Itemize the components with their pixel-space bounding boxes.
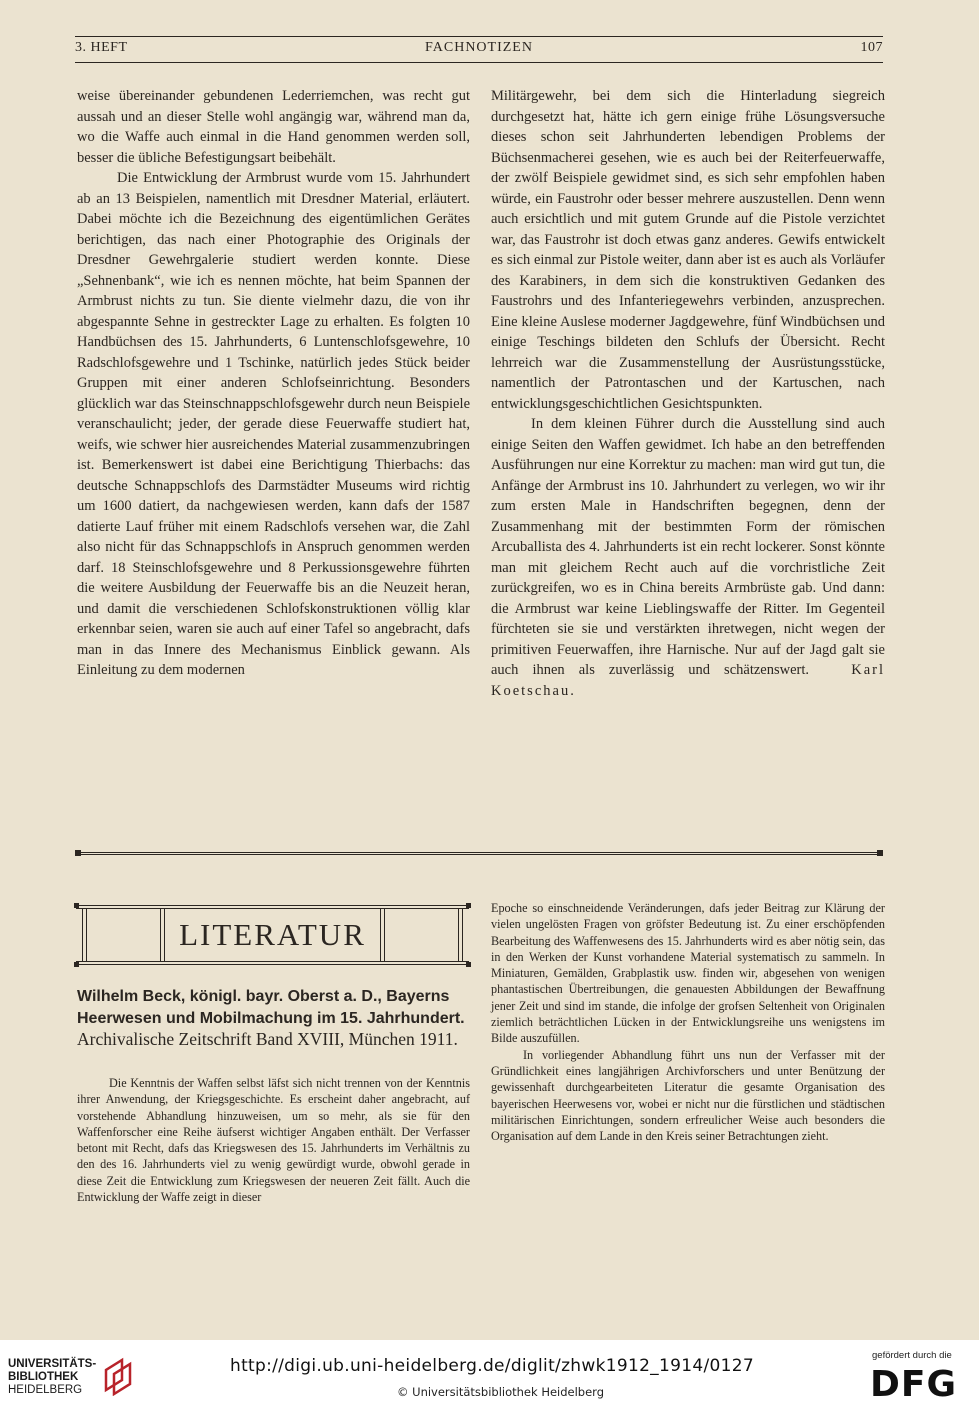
dfg-logo[interactable]: DFG [870, 1364, 958, 1405]
permalink-url[interactable]: http://digi.ub.uni-heidelberg.de/diglit/zhwk1912_1914/0127 [230, 1356, 754, 1376]
author-signature: Karl Koetschau. [491, 662, 885, 699]
section-title: FACHNOTIZEN [425, 40, 533, 55]
issue-label: 3. HEFT [75, 40, 128, 55]
digitization-footer [0, 1340, 979, 1411]
paragraph: Militärgewehr, bei dem sich die Hinterladung siegreich durchgesetzt hat, hätte ich gern einige frühe Lösungsversuche dieses schon seit Jahrhunderten lebendigen Problems der Büchsenmacherei gesehen, wie es auch bei der Reiterfeuerwaffe, der zwölf Beispiele gewidmet sind, es sich sehr empfohlen haben würde, ein Faustrohr oder besser mehrere auszustellen. Denn wenn auch ersichtlich und mit gutem Grunde auf die Pistole verzichtet war, das Faustrohr ist doch etwas ganz anderes. Gewifs entwickelt es sich einmal zur Pistole weiter, dann aber ist es auch als Vorläufer des Karabiners, in dem sich die konstruktiven Gedanken des Faustrohrs und des Infanteriegewehrs verbinden, anzusprechen. Eine kleine Auslese moderner Jagdgewehre, fünf Windbüchsen und einige Teschings bildeten den Schlufs der Übersicht. Recht lehrreich war die Zusammenstellung der Ausrüstungsstücke, namentlich der Patrontaschen und der Kartuschen, nach entwicklungsgeschichtlichen Gesichtspunkten. [491, 88, 885, 412]
divider-end-left [75, 850, 81, 856]
paragraph [491, 414, 885, 701]
paragraph: Die Kenntnis der Waffen selbst läfst sich nicht trennen von der Kenntnis ihrer Anwendung, der Kriegsgeschichte. Es erscheint daher angebracht, auf vorstehende Abhandlung hinzuweisen, um so mehr, als sie für den Waffenforscher eine Reihe äufserst wichtiger Angaben enthält. Der Verfasser betont mit Recht, dafs das Kriegswesen des 15. Jahrhunderts im Verhältnis zu den des 16. Jahrhunderts viel zu wenig gewürdigt wurde, obwohl gerade in diese Zeit die Entwicklung zum Kriegswesen der neueren Zeit fällt. Auch die Entwicklung der Waffe zeigt in dieser [77, 1076, 470, 1205]
review-author-title: Wilhelm Beck, königl. bayr. Oberst a. D., Bayerns Heerwesen und Mobilmachung im 15. Jahrhundert. [77, 988, 465, 1027]
upper-left-column [77, 86, 470, 681]
header-rule [75, 62, 883, 63]
box-rule [76, 964, 469, 965]
lower-left-column [77, 1075, 470, 1205]
literatur-heading-box [76, 905, 469, 965]
paragraph: Epoche so einschneidende Veränderungen, dafs jeder Beitrag zur Klärung der vielen ungelösten Fragen von gröfster Bedeutung ist. Zu einer erschöpfenden Bearbeitung des Waffenwesens des 15. Jahrhunderts wird es aber nötig sein, das in den Werken der Kunst vorhandene Material systematisch zu sammeln. In Miniaturen, Gemälden, Grabplastik usw. finden wir, abgesehen von wenigen phantastischen Übertreibungen, die genauesten Abbildungen der Bewaffnung jener Zeit und sind im stande, die infolge der grofsen Seltenheit von Originalen ziemlich beträchtlichen Lücken in der Entwicklungsreihe uns wenigstens im Bilde auszufüllen. [491, 901, 885, 1046]
library-emblem-icon [100, 1356, 140, 1396]
box-rule [76, 905, 469, 906]
review-source: Archivalische Zeitschrift Band XVIII, München 1911. [77, 1029, 458, 1049]
library-line: BIBLIOTHEK [8, 1371, 79, 1383]
divider-end-right [877, 850, 883, 856]
paragraph: Die Entwicklung der Armbrust wurde vom 15. Jahrhundert ab an 13 Beispielen, namentlich mit Dresdner Material, erläutert. Dabei möchte ich die Bezeichnung des eigentümlichen Gerätes berichtigen, das nach einer Photographie des Originals der Dresdner Gewehrgalerie studiert werden konnte. Diese „Sehnenbank“, wie ich es nennen möchte, hat beim Spannen der Armbrust nichts zu tun. Sie diente vielmehr dazu, die von ihr abgespannte Sehne in gestreckter Lage zu erhalten. Es folgten 10 Handbüchsen des 15. Jahrhunderts, 6 Luntenschlofsgewehre, 10 Radschlofsgewehre und 1 Tschinke, natürlich jedes Stück beider Gruppen mit einer anderen Schlofseinrichtung. Besonders glücklich war das Steinschnappschlofsgewehr durch neun Beispiele veranschaulicht; jeder, der gerade diese Feuerwaffe studiert hat, weifs, wie schwer hier ausreichendes Material zusammenzubringen ist. Bemerkenswert ist dabei eine Berichtigung Thierbachs: das deutsche Schnappschlofs des Darmstädter Museums wird richtig um 1600 datiert, da nachgewiesen werden, kann dafs der 1587 datierte Lauf früher mit einem Radschlofs versehen war, die Zahl also nicht für das Schnappschlofs in Anspruch genommen werden darf. 18 Steinschlofsgewehre und 8 Perkussionsgewehre führten die weitere Ausbildung der Feuerwaffe bis an die Neuzeit heran, und damit die verschiedenen Schlofskonstruktionen völlig klar erkennbar seien, waren sie auch auf einer Tafel so angebracht, dafs man in das Innere des Mechanismus Einblick gewann. Als Einleitung zu dem modernen [77, 170, 471, 678]
box-corner [466, 962, 471, 967]
review-heading [77, 985, 470, 1050]
box-corner [74, 962, 79, 967]
page-number: 107 [860, 40, 883, 55]
library-logo[interactable] [8, 1358, 138, 1402]
paragraph: In vorliegender Abhandlung führt uns nun der Verfasser mit der Gründlichkeit eines langjährigen Archivforschers und unter Benützung der gewissenhaft durchgearbeiteten Literatur die gesamte Organisation des bayerischen Heerwesens vor, wobei er nicht nur die fürstlichen und städtischen militärischen Einrichtungen, sondern erfreulicher Weise auch besonders die Organisation auf dem Lande in den Kreis seiner Betrachtungen zieht. [491, 1047, 885, 1144]
paragraph: weise übereinander gebundenen Lederriemchen, was recht gut aussah und an dieser Stelle wohl angängig war, während man da, wo die Waffe auch einmal in die Hand genommen werden soll, besser die übliche Befestigungsart beibehält. [77, 88, 470, 166]
section-divider [75, 850, 883, 856]
box-rule [76, 961, 469, 962]
box-rule [76, 908, 469, 909]
paragraph-text: In dem kleinen Führer durch die Ausstellung sind auch einige Seiten den Waffen gewidmet. Ich habe an den betreffenden Ausführungen nur eine Korrektur zu machen: man wird gut tun, die Anfänge der Armbrust ins 10. Jahrhundert zu verlegen, wo wir ihr zum ersten Male in Handschriften begegnen, denn der Zusammenhang mit der bestimmten Form der römischen Arcuballista des 4. Jahrhunderts ist ein recht lockerer. Sonst könnte man mit gleichem Recht auch auf die vorchristliche Zeit zurückgreifen, wo es in China bereits Armbrüste gab. Und dann: die Armbrust war keine Lieblingswaffe der Ritter. Im Gegenteil fürchteten sie sie und verstärkten ihretwegen, nicht wegen der primitiven Feuerwaffen, ihre Harnische. Nur auf der Jagd galt sie auch ihnen als zuverlässig und schätzenswert. [491, 416, 885, 678]
lower-right-column [491, 900, 885, 1144]
divider-line [81, 852, 877, 853]
divider-line [81, 854, 877, 855]
library-line: UNIVERSITÄTS- [8, 1358, 97, 1370]
top-rule [75, 36, 883, 37]
box-corner [74, 903, 79, 908]
funding-caption: gefördert durch die [872, 1350, 952, 1361]
library-name [8, 1358, 96, 1397]
copyright-notice: © Universitätsbibliothek Heidelberg [397, 1385, 605, 1399]
literatur-title: LITERATUR [179, 917, 366, 952]
running-header [75, 40, 883, 60]
library-line: HEIDELBERG [8, 1384, 83, 1396]
box-corner [466, 903, 471, 908]
upper-right-column [491, 86, 885, 701]
